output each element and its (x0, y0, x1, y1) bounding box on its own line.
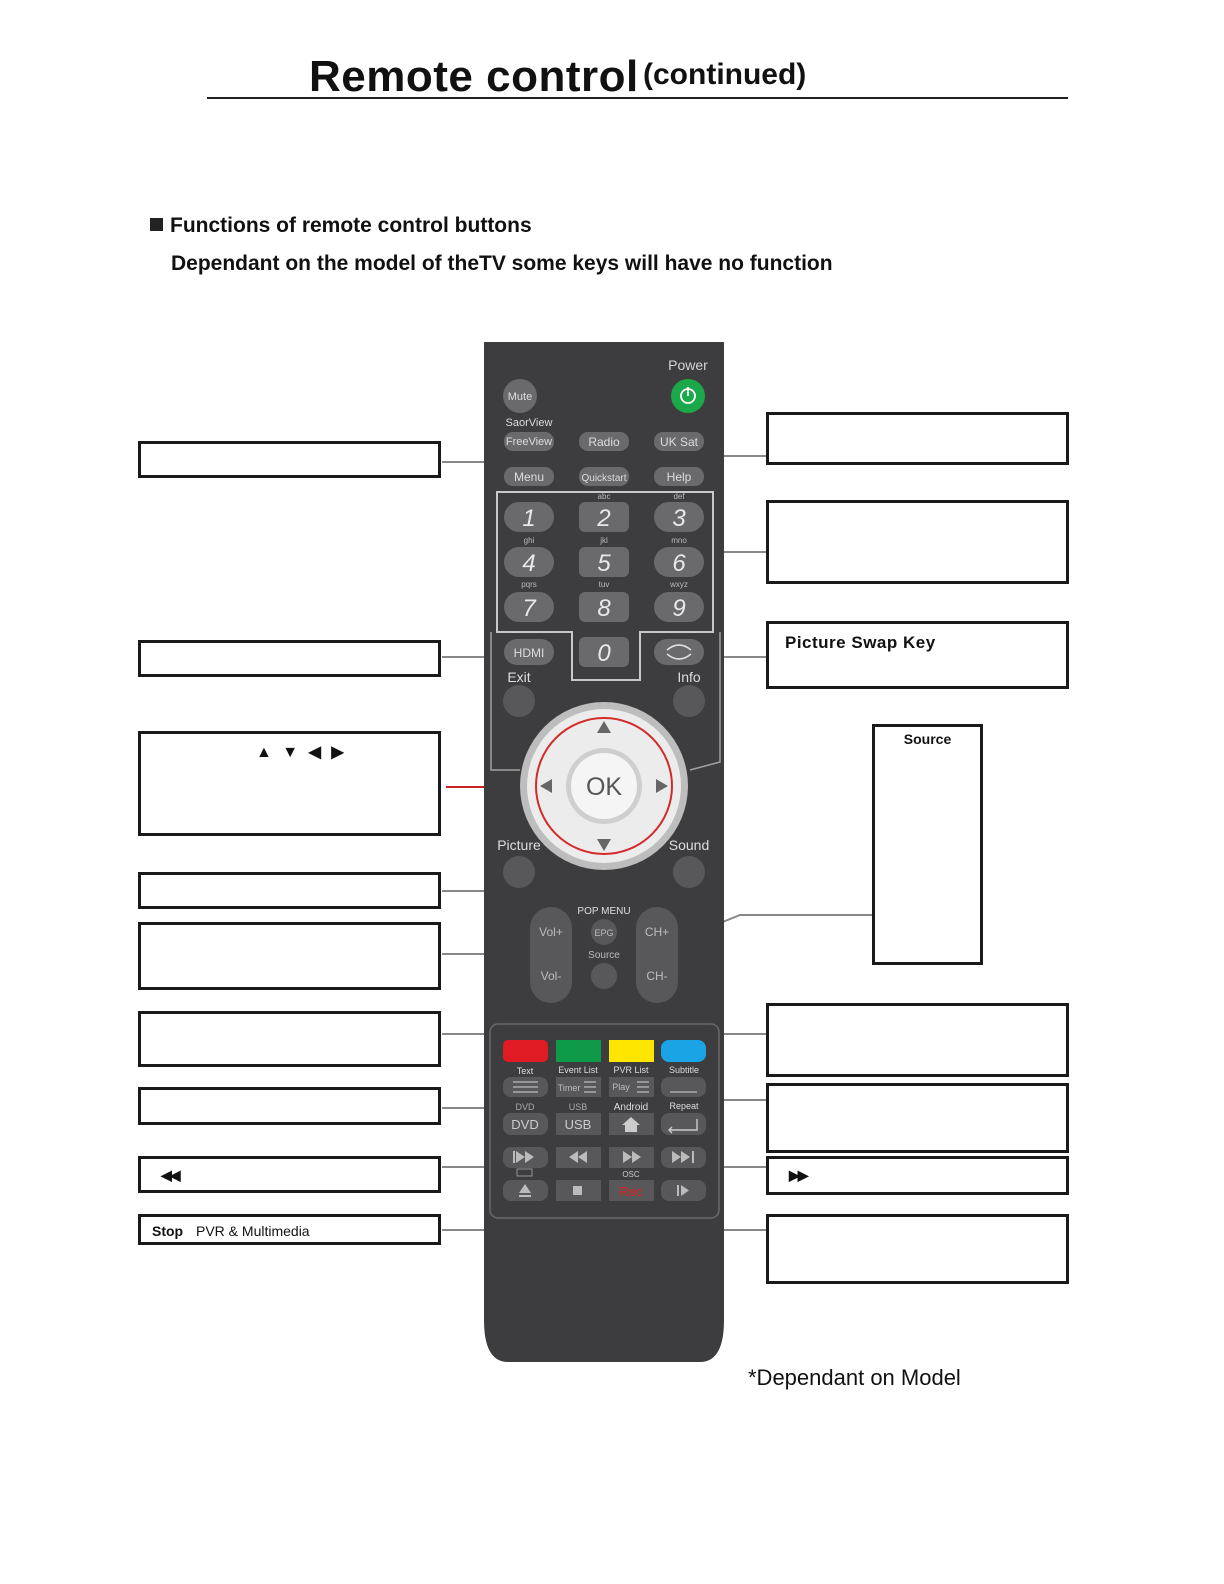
callout-usb (138, 1087, 441, 1125)
exit-button[interactable] (503, 685, 535, 717)
section-subheading: Dependant on the model of theTV some keys will have no function (171, 252, 833, 275)
repeat-button[interactable] (661, 1113, 706, 1135)
subtitle-button[interactable] (661, 1077, 706, 1097)
callout-pvr-list (766, 1003, 1069, 1077)
power-label: Power (668, 357, 708, 373)
callout-android (766, 1083, 1069, 1153)
digit-2-letters: abc (597, 492, 611, 501)
saorview-label: SaorView (505, 417, 553, 429)
channel-rocker[interactable] (636, 907, 678, 1003)
source-callout-text: Source (903, 731, 952, 747)
digit-4-label: 4 (522, 550, 536, 577)
sound-label: Sound (668, 837, 710, 853)
digit-7-letters: pqrs (521, 580, 537, 589)
source-button[interactable] (591, 963, 617, 989)
uksat-label: UK Sat (659, 435, 699, 449)
digit-6-label: 6 (672, 550, 686, 577)
play-pause-bar-icon (677, 1185, 679, 1196)
callout-freeview (138, 441, 441, 478)
callout-forward (766, 1156, 1069, 1195)
usb-label: USB (564, 1117, 592, 1132)
digit-9-label: 9 (672, 595, 686, 622)
callout-source (872, 724, 983, 965)
callout-picture-swap (766, 621, 1069, 689)
callout-arrows-text: ▲ ▼ ◀ ▶ (256, 744, 347, 761)
digit-9-letters: wxyz (670, 580, 688, 589)
callout-pop-menu (138, 872, 441, 909)
ok-label: OK (585, 773, 623, 801)
exit-label: Exit (507, 669, 531, 685)
subtitle-label: Subtitle (668, 1065, 700, 1075)
eject-bar-icon (519, 1195, 531, 1197)
ch-minus-label: CH- (646, 969, 668, 983)
ch-plus-label: CH+ (644, 925, 670, 939)
rec-label: Rec (619, 1184, 643, 1199)
page-title: Remote control (309, 52, 639, 101)
vol-minus-label: Vol- (540, 969, 562, 983)
stop-rest-text: PVR & Multimedia (196, 1223, 310, 1239)
dvd-small-label: DVD (515, 1102, 535, 1112)
play-label: Play (612, 1082, 630, 1092)
pop-menu-label: POP MENU (577, 906, 631, 917)
digit-1-label: 1 (522, 505, 536, 532)
forward-symbol: ▶▶ (789, 1167, 807, 1183)
blue-button[interactable] (661, 1040, 706, 1062)
pvr-list-label: PVR List (613, 1065, 649, 1075)
callout-digits (766, 500, 1069, 584)
vol-plus-label: Vol+ (539, 925, 563, 939)
digit-5-label: 5 (597, 550, 611, 577)
info-label: Info (677, 669, 701, 685)
picture-swap-button[interactable] (654, 639, 704, 665)
help-label: Help (666, 470, 692, 484)
sound-button[interactable] (673, 856, 705, 888)
page-title-suffix: (continued) (643, 58, 807, 91)
digit-2-label: 2 (597, 505, 611, 532)
callout-rewind (138, 1156, 441, 1193)
digit-7-label: 7 (522, 595, 536, 622)
event-list-label: Event List (558, 1065, 598, 1075)
digit-5-letters: jkl (600, 536, 608, 545)
dvd-label: DVD (511, 1117, 539, 1132)
digit-8-letters: tuv (598, 580, 610, 589)
volume-rocker[interactable] (530, 907, 572, 1003)
red-button[interactable] (503, 1040, 548, 1062)
source-key-label: Source (588, 950, 620, 961)
picture-label: Picture (497, 837, 541, 853)
digit-8-label: 8 (597, 595, 611, 622)
stop-bold-text: Stop (152, 1223, 184, 1239)
stop-icon (573, 1186, 582, 1195)
section-heading: Functions of remote control buttons (150, 214, 532, 238)
yellow-button[interactable] (609, 1040, 654, 1062)
mute-label: Mute (507, 391, 533, 403)
forward-button[interactable] (609, 1147, 654, 1168)
callout-stop (138, 1214, 441, 1245)
timer-label: Timer (557, 1083, 581, 1093)
repeat-label: Repeat (669, 1101, 699, 1111)
digit-6-letters: mno (671, 536, 687, 545)
radio-label: Radio (588, 435, 620, 449)
footnote: *Dependant on Model (748, 1365, 961, 1390)
digit-4-letters: ghi (523, 536, 535, 545)
callout-epg (138, 922, 441, 990)
green-button[interactable] (556, 1040, 601, 1062)
freeview-label: FreeView (505, 436, 553, 448)
quickstart-label: Quickstart (581, 473, 627, 484)
digit-0-label: 0 (597, 640, 611, 667)
callout-hdmi (138, 640, 441, 677)
digit-3-letters: def (673, 492, 685, 501)
hdmi-label: HDMI (513, 646, 545, 660)
android-label: Android (613, 1102, 649, 1113)
rewind-button[interactable] (556, 1147, 601, 1168)
callout-navigation (138, 731, 441, 836)
epg-label: EPG (594, 928, 614, 938)
digit-3-label: 3 (672, 505, 686, 532)
picture-swap-text: Picture Swap Key (785, 633, 936, 652)
rewind-symbol: ◀◀ (161, 1167, 179, 1183)
info-button[interactable] (673, 685, 705, 717)
callout-event-list (138, 1011, 441, 1067)
usb-small-label: USB (568, 1102, 588, 1112)
menu-label: Menu (513, 470, 545, 484)
callout-record (766, 1214, 1069, 1284)
text-label: Text (516, 1066, 534, 1076)
picture-button[interactable] (503, 856, 535, 888)
osc-label: OSC (622, 1170, 640, 1179)
callout-radio (766, 412, 1069, 465)
